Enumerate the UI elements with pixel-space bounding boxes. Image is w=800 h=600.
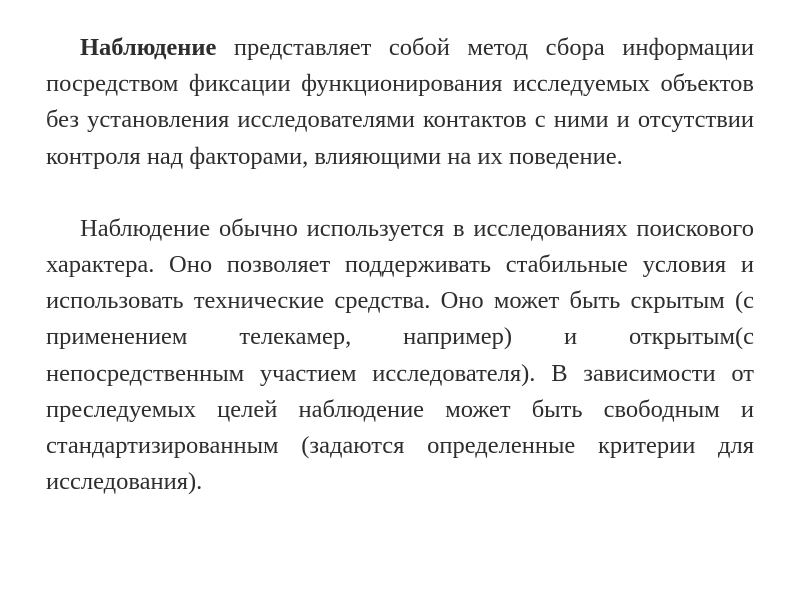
paragraph-text: представляет собой метод сбора информации посредством фиксации функционирования исследуемых объектов без установления исследователями контактов с ними и отсутствии контроля над факторами, влияющими на их поведение. <box>46 34 754 170</box>
paragraph-text: Наблюдение обычно используется в исследованиях поискового характера. Оно позволяет поддерживать стабильные условия и использовать технические средства. Оно может быть скрытым (с применением телекамер, например) и открытым(с непосредственным участием исследователя). В зависимости от преследуемых целей наблюдение может быть свободным и стандартизированным (задаются определенные критерии для исследования). <box>46 214 754 496</box>
paragraph-observation-definition <box>46 30 754 175</box>
paragraph-observation-usage <box>46 211 754 501</box>
bold-term: Наблюдение <box>80 34 217 61</box>
document-page <box>46 30 754 500</box>
